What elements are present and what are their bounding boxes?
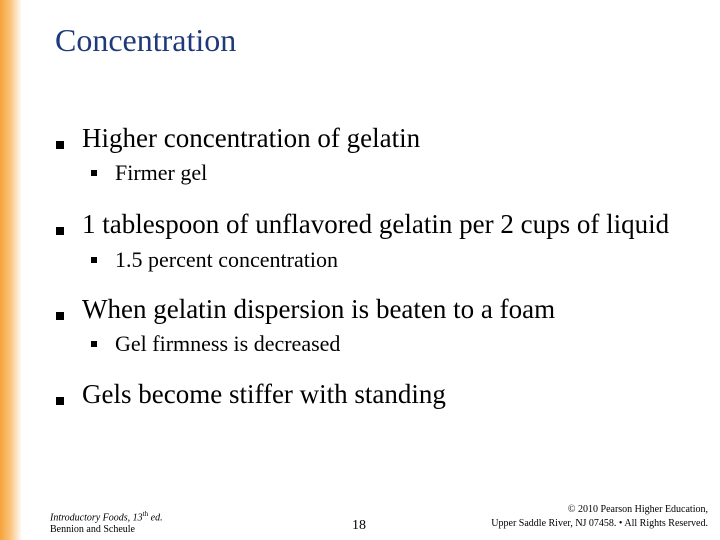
sub-bullet-item: Gel firmness is decreased — [115, 331, 341, 356]
copyright-line-1: © 2010 Pearson Higher Education, — [567, 504, 708, 515]
edition-suffix: th — [142, 510, 149, 518]
page-number: 18 — [352, 518, 366, 533]
copyright-line-2: Upper Saddle River, NJ 07458. • All Rights Reserved. — [491, 518, 708, 529]
square-bullet-icon — [56, 312, 64, 320]
sub-bullet-item: 1.5 percent concentration — [115, 247, 338, 272]
decorative-side-bar — [0, 0, 22, 540]
bullet-item: When gelatin dispersion is beaten to a foam — [82, 294, 556, 324]
slide-title: Concentration — [55, 22, 237, 58]
square-bullet-icon — [91, 170, 97, 176]
footer-citation — [50, 508, 163, 536]
edition-tail: ed. — [148, 512, 163, 524]
square-bullet-icon — [91, 341, 97, 347]
bullet-item: 1 tablespoon of unflavored gelatin per 2 cups of liquid — [82, 209, 670, 239]
square-bullet-icon — [91, 257, 97, 263]
book-title: Introductory Foods, 13 — [50, 512, 143, 524]
footer-copyright — [491, 503, 708, 531]
authors: Bennion and Scheule — [50, 524, 135, 536]
square-bullet-icon — [56, 397, 64, 405]
square-bullet-icon — [56, 227, 64, 235]
sub-bullet-item: Firmer gel — [115, 160, 208, 185]
square-bullet-icon — [56, 141, 64, 149]
bullet-item: Gels become stiffer with standing — [82, 379, 446, 409]
bullet-item: Higher concentration of gelatin — [82, 123, 421, 153]
